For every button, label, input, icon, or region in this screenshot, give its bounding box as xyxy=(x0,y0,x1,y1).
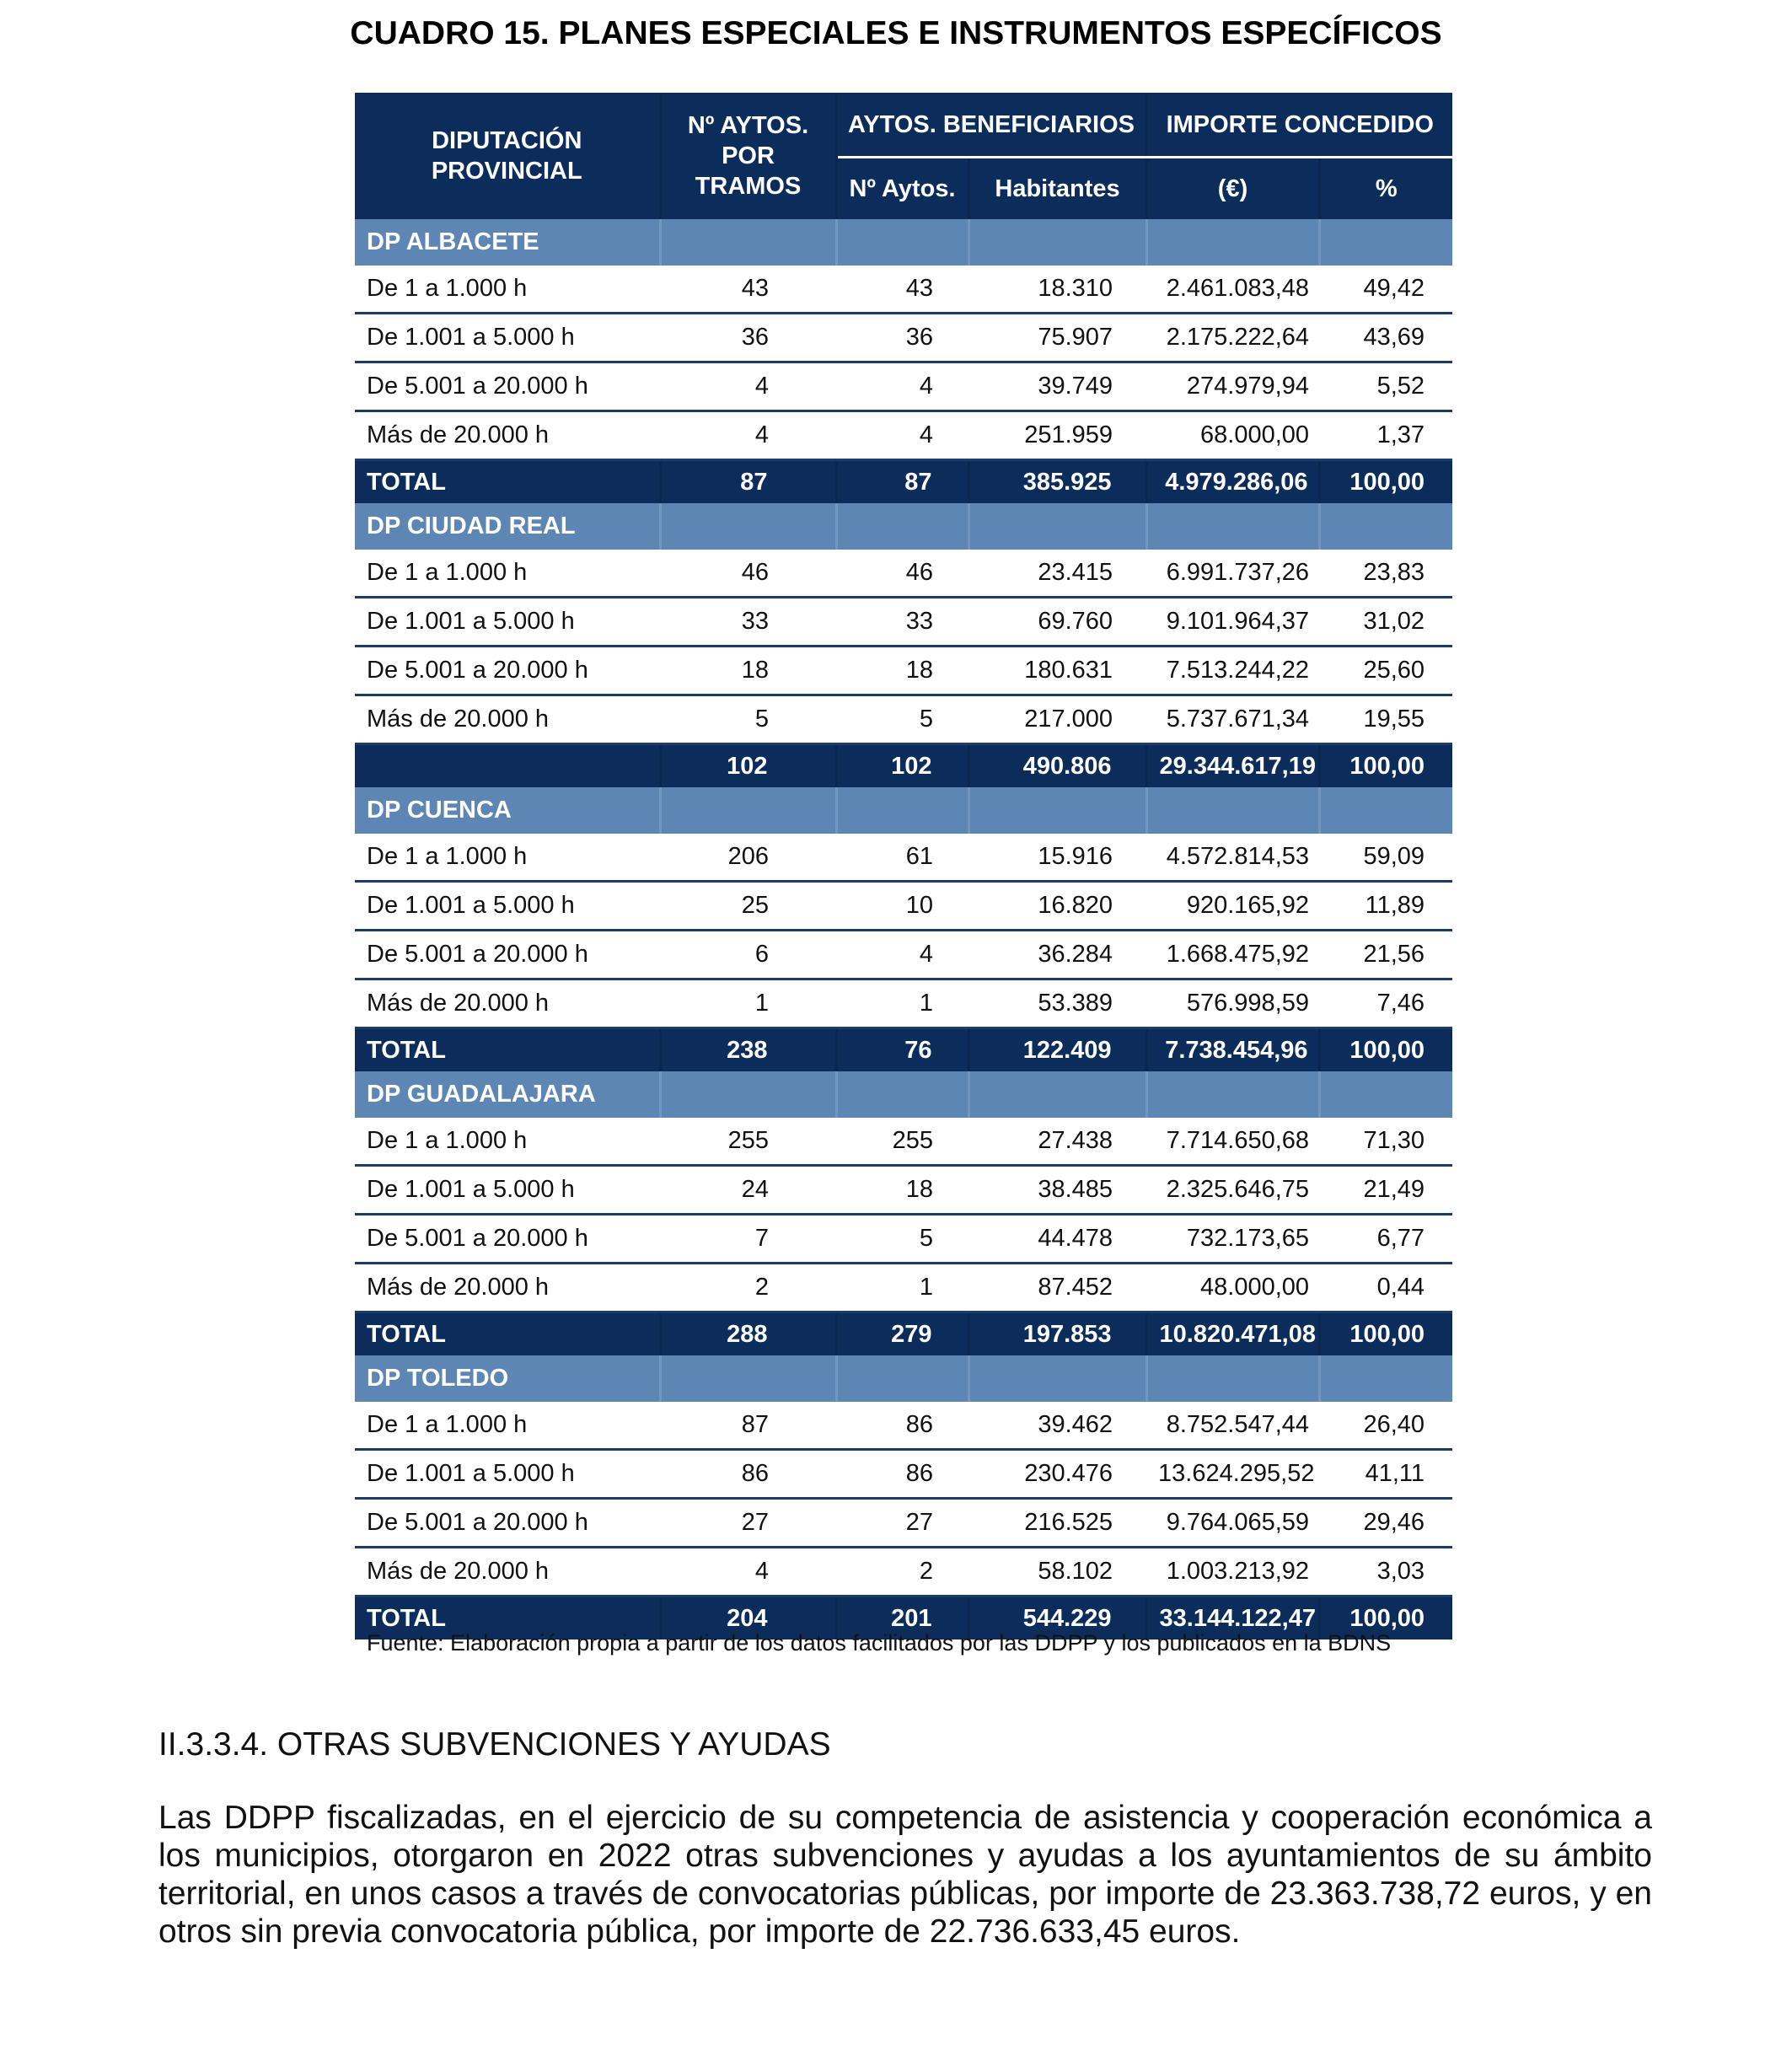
total-label: TOTAL xyxy=(355,1028,660,1072)
n-tramos-cell: 25 xyxy=(660,882,836,931)
pct-cell: 43,69 xyxy=(1319,314,1452,362)
section-name: DP TOLEDO xyxy=(355,1355,660,1402)
importe-cell: 732.173,65 xyxy=(1146,1215,1319,1264)
total-n-tramos: 204 xyxy=(660,1597,836,1640)
total-label: TOTAL xyxy=(355,1597,660,1640)
n-aytos-cell: 5 xyxy=(836,695,968,744)
tramo-cell: De 1 a 1.000 h xyxy=(355,834,660,882)
section-heading: II.3.3.4. OTRAS SUBVENCIONES Y AYUDAS xyxy=(158,1726,831,1763)
tramo-cell: De 1 a 1.000 h xyxy=(355,1118,660,1166)
habitantes-cell: 38.485 xyxy=(968,1166,1146,1215)
total-n-tramos: 102 xyxy=(660,744,836,788)
pct-cell: 5,52 xyxy=(1319,362,1452,411)
section-cell-empty xyxy=(1146,1071,1319,1118)
habitantes-cell: 39.749 xyxy=(968,362,1146,411)
table-row xyxy=(355,834,1452,882)
n-aytos-cell: 4 xyxy=(836,411,968,460)
pct-cell: 1,37 xyxy=(1319,411,1452,460)
total-label xyxy=(355,744,660,788)
section-cell-empty xyxy=(1146,1355,1319,1402)
n-aytos-cell: 18 xyxy=(836,647,968,695)
total-importe: 7.738.454,96 xyxy=(1146,1028,1319,1072)
total-habitantes: 197.853 xyxy=(968,1312,1146,1356)
n-tramos-cell: 27 xyxy=(660,1499,836,1548)
table-row xyxy=(355,598,1452,647)
importe-cell: 7.513.244,22 xyxy=(1146,647,1319,695)
header-pct: % xyxy=(1319,158,1452,220)
section-cell-empty xyxy=(836,1071,968,1118)
importe-cell: 48.000,00 xyxy=(1146,1264,1319,1312)
n-tramos-cell: 206 xyxy=(660,834,836,882)
n-tramos-cell: 4 xyxy=(660,362,836,411)
tramo-cell: De 1 a 1.000 h xyxy=(355,550,660,598)
n-aytos-cell: 255 xyxy=(836,1118,968,1166)
n-tramos-cell: 255 xyxy=(660,1118,836,1166)
table-row xyxy=(355,1499,1452,1548)
tramo-cell: De 5.001 a 20.000 h xyxy=(355,647,660,695)
n-aytos-cell: 46 xyxy=(836,550,968,598)
n-tramos-cell: 36 xyxy=(660,314,836,362)
n-tramos-cell: 6 xyxy=(660,931,836,979)
section-cell-empty xyxy=(836,503,968,550)
total-n-tramos: 238 xyxy=(660,1028,836,1072)
total-importe: 29.344.617,19 xyxy=(1146,744,1319,788)
pct-cell: 6,77 xyxy=(1319,1215,1452,1264)
section-cell-empty xyxy=(1319,503,1452,550)
importe-cell: 2.461.083,48 xyxy=(1146,266,1319,314)
n-tramos-cell: 24 xyxy=(660,1166,836,1215)
header-n-aytos: Nº Aytos. xyxy=(836,158,968,220)
total-pct: 100,00 xyxy=(1319,460,1452,504)
document-title: CUADRO 15. PLANES ESPECIALES E INSTRUMENTOS ESPECÍFICOS xyxy=(350,15,1442,51)
pct-cell: 71,30 xyxy=(1319,1118,1452,1166)
header-habitantes: Habitantes xyxy=(968,158,1146,220)
table-row xyxy=(355,1118,1452,1166)
section-cell-empty xyxy=(968,219,1146,266)
n-aytos-cell: 18 xyxy=(836,1166,968,1215)
n-tramos-cell: 33 xyxy=(660,598,836,647)
total-n-aytos: 76 xyxy=(836,1028,968,1072)
n-aytos-cell: 86 xyxy=(836,1402,968,1450)
n-aytos-cell: 1 xyxy=(836,1264,968,1312)
header-importe-concedido: IMPORTE CONCEDIDO xyxy=(1146,93,1452,158)
n-aytos-cell: 61 xyxy=(836,834,968,882)
tramo-cell: De 1.001 a 5.000 h xyxy=(355,1166,660,1215)
table-row xyxy=(355,1450,1452,1499)
table-row xyxy=(355,695,1452,744)
total-n-aytos: 102 xyxy=(836,744,968,788)
tramo-cell: De 1 a 1.000 h xyxy=(355,1402,660,1450)
n-aytos-cell: 1 xyxy=(836,979,968,1028)
pct-cell: 49,42 xyxy=(1319,266,1452,314)
habitantes-cell: 15.916 xyxy=(968,834,1146,882)
habitantes-cell: 217.000 xyxy=(968,695,1146,744)
pct-cell: 3,03 xyxy=(1319,1548,1452,1597)
section-cell-empty xyxy=(968,787,1146,834)
tramo-cell: De 1 a 1.000 h xyxy=(355,266,660,314)
n-aytos-cell: 43 xyxy=(836,266,968,314)
total-importe: 10.820.471,08 xyxy=(1146,1312,1319,1356)
total-importe: 4.979.286,06 xyxy=(1146,460,1319,504)
header-diputacion: DIPUTACIÓN PROVINCIAL xyxy=(355,93,660,219)
total-label: TOTAL xyxy=(355,460,660,504)
tramo-cell: De 5.001 a 20.000 h xyxy=(355,1215,660,1264)
habitantes-cell: 87.452 xyxy=(968,1264,1146,1312)
total-label: TOTAL xyxy=(355,1312,660,1356)
tramo-cell: De 5.001 a 20.000 h xyxy=(355,1499,660,1548)
n-tramos-cell: 86 xyxy=(660,1450,836,1499)
table-body xyxy=(355,219,1452,1639)
total-n-tramos: 87 xyxy=(660,460,836,504)
header-n-aytos-tramos: Nº AYTOS. POR TRAMOS xyxy=(660,93,836,219)
habitantes-cell: 44.478 xyxy=(968,1215,1146,1264)
n-aytos-cell: 33 xyxy=(836,598,968,647)
section-cell-empty xyxy=(1146,219,1319,266)
tramo-cell: Más de 20.000 h xyxy=(355,979,660,1028)
pct-cell: 21,49 xyxy=(1319,1166,1452,1215)
importe-cell: 9.101.964,37 xyxy=(1146,598,1319,647)
n-tramos-cell: 7 xyxy=(660,1215,836,1264)
n-aytos-cell: 4 xyxy=(836,362,968,411)
n-aytos-cell: 4 xyxy=(836,931,968,979)
total-n-tramos: 288 xyxy=(660,1312,836,1356)
importe-cell: 920.165,92 xyxy=(1146,882,1319,931)
n-aytos-cell: 36 xyxy=(836,314,968,362)
importe-cell: 274.979,94 xyxy=(1146,362,1319,411)
total-pct: 100,00 xyxy=(1319,1312,1452,1356)
n-tramos-cell: 4 xyxy=(660,1548,836,1597)
section-cell-empty xyxy=(660,1071,836,1118)
n-aytos-cell: 27 xyxy=(836,1499,968,1548)
table-row xyxy=(355,647,1452,695)
habitantes-cell: 216.525 xyxy=(968,1499,1146,1548)
section-cell-empty xyxy=(660,219,836,266)
importe-cell: 1.668.475,92 xyxy=(1146,931,1319,979)
section-cell-empty xyxy=(1319,1071,1452,1118)
total-pct: 100,00 xyxy=(1319,744,1452,788)
tramo-cell: De 1.001 a 5.000 h xyxy=(355,598,660,647)
tramo-cell: Más de 20.000 h xyxy=(355,411,660,460)
pct-cell: 31,02 xyxy=(1319,598,1452,647)
table-row xyxy=(355,882,1452,931)
section-row xyxy=(355,1355,1452,1402)
table-source-note: Fuente: Elaboración propia a partir de los datos facilitados por las DDPP y los publicados en la BDNS xyxy=(367,1630,1392,1656)
pct-cell: 59,09 xyxy=(1319,834,1452,882)
header-euros: (€) xyxy=(1146,158,1319,220)
table-row xyxy=(355,1215,1452,1264)
section-name: DP ALBACETE xyxy=(355,219,660,266)
section-cell-empty xyxy=(1319,1355,1452,1402)
table-row xyxy=(355,314,1452,362)
table-row xyxy=(355,1166,1452,1215)
habitantes-cell: 23.415 xyxy=(968,550,1146,598)
table-row xyxy=(355,411,1452,460)
table-row xyxy=(355,266,1452,314)
table-row xyxy=(355,931,1452,979)
section-row xyxy=(355,219,1452,266)
importe-cell: 5.737.671,34 xyxy=(1146,695,1319,744)
tramo-cell: De 5.001 a 20.000 h xyxy=(355,931,660,979)
section-cell-empty xyxy=(836,219,968,266)
importe-cell: 4.572.814,53 xyxy=(1146,834,1319,882)
total-row xyxy=(355,744,1452,788)
total-row xyxy=(355,1312,1452,1356)
pct-cell: 0,44 xyxy=(1319,1264,1452,1312)
total-n-aytos: 279 xyxy=(836,1312,968,1356)
table-row xyxy=(355,1402,1452,1450)
pct-cell: 25,60 xyxy=(1319,647,1452,695)
section-cell-empty xyxy=(968,1355,1146,1402)
total-habitantes: 490.806 xyxy=(968,744,1146,788)
tramo-cell: Más de 20.000 h xyxy=(355,695,660,744)
pct-cell: 29,46 xyxy=(1319,1499,1452,1548)
section-row xyxy=(355,787,1452,834)
habitantes-cell: 230.476 xyxy=(968,1450,1146,1499)
total-pct: 100,00 xyxy=(1319,1597,1452,1640)
habitantes-cell: 27.438 xyxy=(968,1118,1146,1166)
table-row xyxy=(355,550,1452,598)
section-name: DP GUADALAJARA xyxy=(355,1071,660,1118)
total-row xyxy=(355,460,1452,504)
tramo-cell: Más de 20.000 h xyxy=(355,1548,660,1597)
pct-cell: 21,56 xyxy=(1319,931,1452,979)
importe-cell: 9.764.065,59 xyxy=(1146,1499,1319,1548)
n-tramos-cell: 46 xyxy=(660,550,836,598)
table-header xyxy=(355,93,1452,219)
total-n-aytos: 201 xyxy=(836,1597,968,1640)
section-cell-empty xyxy=(1146,787,1319,834)
habitantes-cell: 69.760 xyxy=(968,598,1146,647)
habitantes-cell: 36.284 xyxy=(968,931,1146,979)
pct-cell: 11,89 xyxy=(1319,882,1452,931)
header-aytos-beneficiarios: AYTOS. BENEFICIARIOS xyxy=(836,93,1146,158)
section-cell-empty xyxy=(968,503,1146,550)
n-aytos-cell: 10 xyxy=(836,882,968,931)
total-habitantes: 385.925 xyxy=(968,460,1146,504)
total-row xyxy=(355,1028,1452,1072)
n-tramos-cell: 2 xyxy=(660,1264,836,1312)
importe-cell: 8.752.547,44 xyxy=(1146,1402,1319,1450)
n-tramos-cell: 1 xyxy=(660,979,836,1028)
table-row xyxy=(355,362,1452,411)
pct-cell: 23,83 xyxy=(1319,550,1452,598)
section-cell-empty xyxy=(660,503,836,550)
tramo-cell: De 5.001 a 20.000 h xyxy=(355,362,660,411)
tramo-cell: De 1.001 a 5.000 h xyxy=(355,314,660,362)
section-cell-empty xyxy=(1319,787,1452,834)
total-n-aytos: 87 xyxy=(836,460,968,504)
pct-cell: 19,55 xyxy=(1319,695,1452,744)
n-tramos-cell: 87 xyxy=(660,1402,836,1450)
importe-cell: 13.624.295,52 xyxy=(1146,1450,1319,1499)
importe-cell: 6.991.737,26 xyxy=(1146,550,1319,598)
total-pct: 100,00 xyxy=(1319,1028,1452,1072)
n-tramos-cell: 43 xyxy=(660,266,836,314)
pct-cell: 41,11 xyxy=(1319,1450,1452,1499)
section-name: DP CUENCA xyxy=(355,787,660,834)
table-row xyxy=(355,1264,1452,1312)
tramo-cell: Más de 20.000 h xyxy=(355,1264,660,1312)
n-tramos-cell: 5 xyxy=(660,695,836,744)
importe-cell: 2.175.222,64 xyxy=(1146,314,1319,362)
section-cell-empty xyxy=(660,787,836,834)
n-tramos-cell: 18 xyxy=(660,647,836,695)
habitantes-cell: 58.102 xyxy=(968,1548,1146,1597)
n-aytos-cell: 2 xyxy=(836,1548,968,1597)
tramo-cell: De 1.001 a 5.000 h xyxy=(355,882,660,931)
section-name: DP CIUDAD REAL xyxy=(355,503,660,550)
section-row xyxy=(355,1071,1452,1118)
n-aytos-cell: 86 xyxy=(836,1450,968,1499)
pct-cell: 26,40 xyxy=(1319,1402,1452,1450)
section-cell-empty xyxy=(1146,503,1319,550)
habitantes-cell: 75.907 xyxy=(968,314,1146,362)
pct-cell: 7,46 xyxy=(1319,979,1452,1028)
importe-cell: 68.000,00 xyxy=(1146,411,1319,460)
total-habitantes: 122.409 xyxy=(968,1028,1146,1072)
habitantes-cell: 18.310 xyxy=(968,266,1146,314)
importe-cell: 576.998,59 xyxy=(1146,979,1319,1028)
importe-cell: 7.714.650,68 xyxy=(1146,1118,1319,1166)
habitantes-cell: 39.462 xyxy=(968,1402,1146,1450)
section-cell-empty xyxy=(968,1071,1146,1118)
total-importe: 33.144.122,47 xyxy=(1146,1597,1319,1640)
importe-cell: 2.325.646,75 xyxy=(1146,1166,1319,1215)
n-tramos-cell: 4 xyxy=(660,411,836,460)
section-cell-empty xyxy=(660,1355,836,1402)
importe-cell: 1.003.213,92 xyxy=(1146,1548,1319,1597)
table-row xyxy=(355,979,1452,1028)
section-cell-empty xyxy=(1319,219,1452,266)
habitantes-cell: 251.959 xyxy=(968,411,1146,460)
section-cell-empty xyxy=(836,787,968,834)
section-paragraph: Las DDPP fiscalizadas, en el ejercicio de su competencia de asistencia y cooperación económica a los municipios, otorgaron en 2022 otras subvenciones y ayudas a los ayuntamientos de su ámbito territorial, en unos casos a través de convocatorias públicas, por importe de 23.363.738,72 euros, y en otros sin previa convocatoria pública, por importe de 22.736.633,45 euros. xyxy=(158,1800,1652,1950)
table-row xyxy=(355,1548,1452,1597)
habitantes-cell: 16.820 xyxy=(968,882,1146,931)
tramo-cell: De 1.001 a 5.000 h xyxy=(355,1450,660,1499)
habitantes-cell: 53.389 xyxy=(968,979,1146,1028)
n-aytos-cell: 5 xyxy=(836,1215,968,1264)
planes-especiales-table xyxy=(355,93,1452,1639)
section-cell-empty xyxy=(836,1355,968,1402)
habitantes-cell: 180.631 xyxy=(968,647,1146,695)
total-habitantes: 544.229 xyxy=(968,1597,1146,1640)
section-row xyxy=(355,503,1452,550)
